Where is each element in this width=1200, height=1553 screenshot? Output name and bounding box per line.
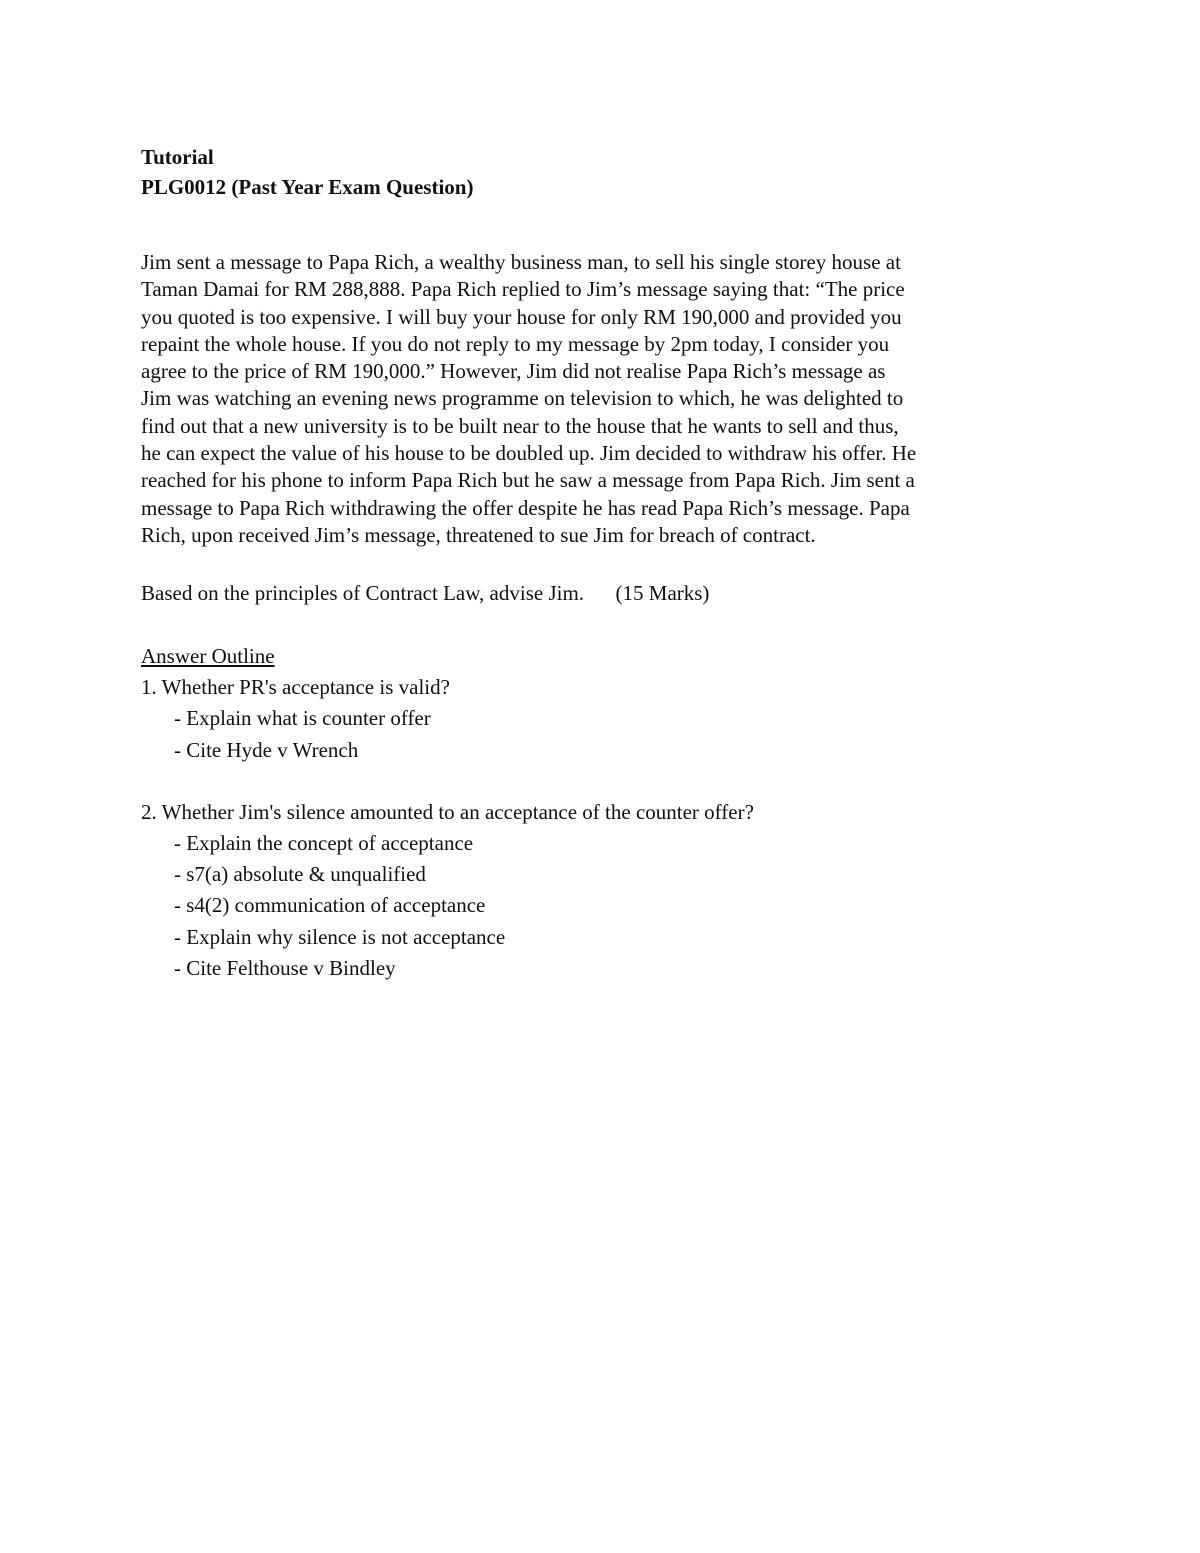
outline-question-1 <box>141 672 1041 766</box>
instruction-text: Based on the principles of Contract Law, advise Jim. <box>141 581 585 606</box>
outline-question-2 <box>141 797 1041 984</box>
question-title: 1. Whether PR's acceptance is valid? <box>141 675 450 700</box>
marks-label: (15 Marks) <box>615 581 710 606</box>
question-point: - s7(a) absolute & unqualified <box>174 862 426 887</box>
paragraph-line: reached for his phone to inform Papa Rich but he saw a message from Papa Rich. Jim sent a <box>141 468 915 493</box>
paragraph-line: Jim was watching an evening news programme on television to which, he was delighted to <box>141 386 904 411</box>
question-point: - s4(2) communication of acceptance <box>174 893 486 918</box>
question-title: 2. Whether Jim's silence amounted to an acceptance of the counter offer? <box>141 799 754 824</box>
paragraph-line: you quoted is too expensive. I will buy your house for only RM 190,000 and provided you <box>141 304 902 329</box>
paragraph-line: message to Papa Rich withdrawing the offer despite he has read Papa Rich’s message. Papa <box>141 495 910 520</box>
question-point: - Cite Felthouse v Bindley <box>174 955 396 980</box>
document-title: Tutorial <box>141 145 214 169</box>
document-page <box>141 142 1041 984</box>
paragraph-line: Taman Damai for RM 288,888. Papa Rich replied to Jim’s message saying that: “The price <box>141 277 905 302</box>
paragraph-line: find out that a new university is to be built near to the house that he wants to sell and thus, <box>141 413 899 438</box>
paragraph-line: repaint the whole house. If you do not reply to my message by 2pm today, I consider you <box>141 331 890 356</box>
question-point: - Explain what is counter offer <box>174 706 431 731</box>
question-point: - Cite Hyde v Wrench <box>174 737 359 762</box>
answer-outline-heading: Answer Outline <box>141 644 275 669</box>
scenario-paragraph <box>141 249 1021 549</box>
document-subtitle: PLG0012 (Past Year Exam Question) <box>141 175 474 199</box>
paragraph-line: Rich, upon received Jim’s message, threatened to sue Jim for breach of contract. <box>141 522 816 547</box>
instruction-line <box>141 579 1041 607</box>
question-point: - Explain the concept of acceptance <box>174 831 474 856</box>
paragraph-line: agree to the price of RM 190,000.” However, Jim did not realise Papa Rich’s message as <box>141 359 886 384</box>
paragraph-line: he can expect the value of his house to be doubled up. Jim decided to withdraw his offer. He <box>141 441 917 466</box>
paragraph-line: Jim sent a message to Papa Rich, a wealthy business man, to sell his single storey house at <box>141 250 901 274</box>
question-point: - Explain why silence is not acceptance <box>174 924 506 949</box>
